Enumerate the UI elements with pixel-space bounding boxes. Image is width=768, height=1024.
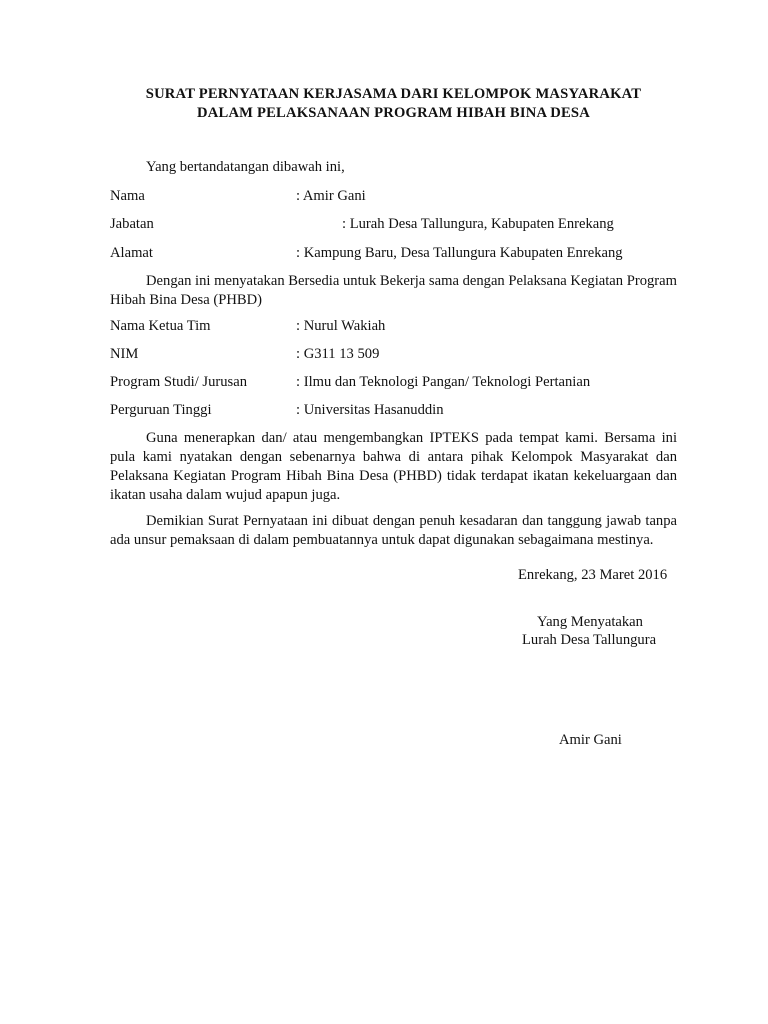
signature-name: Amir Gani: [559, 732, 622, 748]
nama-label: Nama: [110, 188, 145, 204]
alamat-label: Alamat: [110, 245, 153, 261]
closing-line-1: Yang Menyatakan: [537, 614, 643, 630]
paragraph-2: [110, 512, 677, 550]
ketua-label: Nama Ketua Tim: [110, 318, 211, 334]
prodi-value: : Ilmu dan Teknologi Pangan/ Teknologi Pertanian: [296, 374, 591, 390]
ketua-value: : Nurul Wakiah: [296, 318, 386, 334]
closing-line-2: Lurah Desa Tallungura: [522, 632, 657, 648]
statement-paragraph: [110, 272, 677, 310]
alamat-value: : Kampung Baru, Desa Tallungura Kabupaten Enrekang: [296, 245, 623, 261]
paragraph-2-text: Demikian Surat Pernyataan ini dibuat dengan penuh kesadaran dan tanggung jawab tanpa ada unsur pemaksaan di dalam pembuatannya untuk dapat digunakan sebagaimana mestinya.: [110, 513, 677, 548]
jabatan-label: Jabatan: [110, 216, 154, 232]
nim-value: : G311 13 509: [296, 346, 380, 362]
document-title-line-1: SURAT PERNYATAAN KERJASAMA DARI KELOMPOK MASYARAKAT: [145, 86, 642, 102]
jabatan-value: : Lurah Desa Tallungura, Kabupaten Enrekang: [342, 216, 614, 232]
perguruan-tinggi-value: : Universitas Hasanuddin: [296, 402, 444, 418]
document-title-line-2: DALAM PELAKSANAAN PROGRAM HIBAH BINA DESA: [197, 105, 590, 121]
statement-text: Dengan ini menyatakan Bersedia untuk Bekerja sama dengan Pelaksana Kegiatan Program Hibah Bina Desa (PHBD): [110, 273, 677, 308]
opening-line: Yang bertandatangan dibawah ini,: [146, 159, 345, 175]
place-date: Enrekang, 23 Maret 2016: [518, 567, 668, 583]
paragraph-1-text: Guna menerapkan dan/ atau mengembangkan IPTEKS pada tempat kami. Bersama ini pula kami nyatakan dengan sebenarnya bahwa di antara pihak Kelompok Masyarakat dan Pelaksana Kegiatan Program Hibah Bina Desa (PHBD) tidak terdapat ikatan kekeluargaan dan ikatan usaha dalam wujud apapun juga.: [110, 430, 677, 503]
perguruan-tinggi-label: Perguruan Tinggi: [110, 402, 212, 418]
nim-label: NIM: [110, 346, 139, 362]
prodi-label: Program Studi/ Jurusan: [110, 374, 248, 390]
nama-value: : Amir Gani: [296, 188, 366, 204]
paragraph-1: [110, 429, 677, 505]
